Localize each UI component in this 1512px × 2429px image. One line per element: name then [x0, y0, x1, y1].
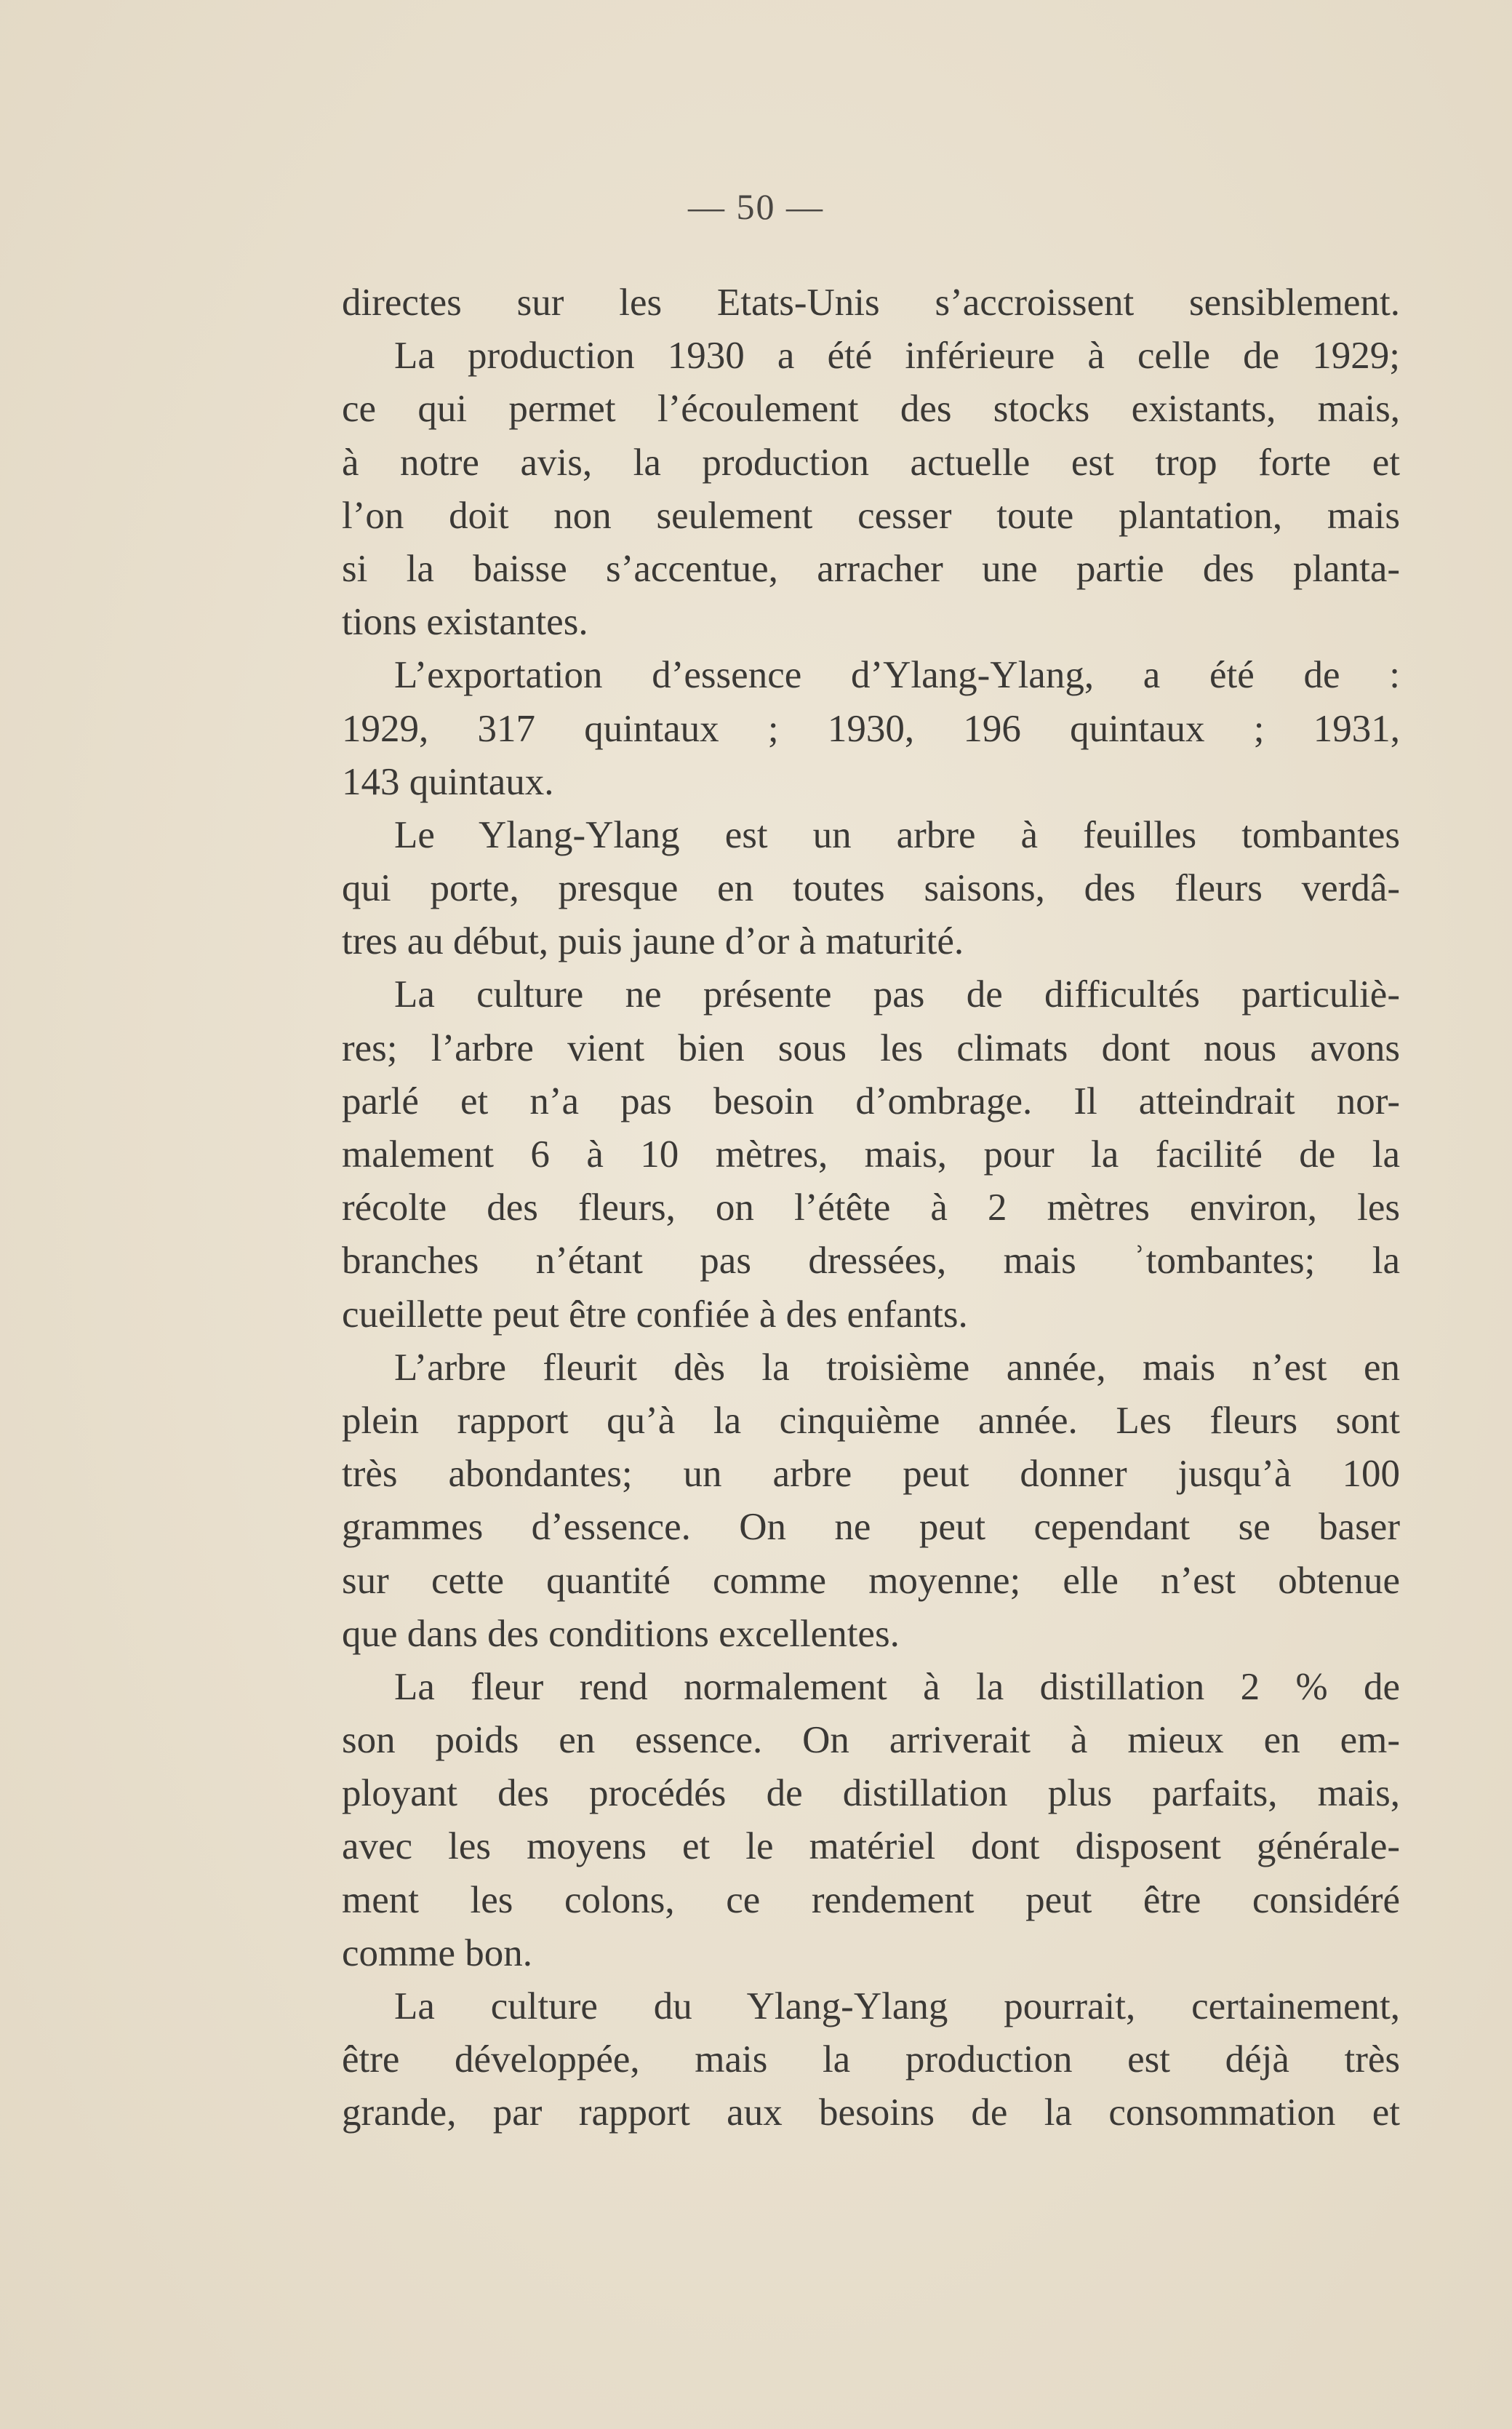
text-line: grammes d’essence. On ne peut cependant se baser	[342, 1506, 1400, 1549]
text-line: grande, par rapport aux besoins de la consommation et	[342, 2091, 1400, 2134]
text-line: L’exportation d’essence d’Ylang-Ylang, a été de :	[394, 654, 1400, 697]
text-line: La culture du Ylang-Ylang pourrait, certainement,	[394, 1985, 1400, 2027]
text-line: qui porte, presque en toutes saisons, des fleurs verdâ-	[342, 867, 1400, 910]
text-line: branches n’étant pas dressées, mais ʾtombantes; la	[342, 1240, 1400, 1283]
text-line: être développée, mais la production est déjà très	[342, 2038, 1400, 2081]
text-line: Le Ylang-Ylang est un arbre à feuilles tombantes	[394, 813, 1400, 856]
text-line: malement 6 à 10 mètres, mais, pour la facilité de la	[342, 1133, 1400, 1176]
body-text	[342, 276, 1400, 2140]
text-line: à notre avis, la production actuelle est trop forte et	[342, 441, 1400, 484]
page-number: — 50 —	[688, 186, 824, 227]
text-line: parlé et n’a pas besoin d’ombrage. Il atteindrait nor-	[342, 1080, 1400, 1122]
text-line: tres au début, puis jaune d’or à maturité.	[342, 920, 964, 963]
text-line: si la baisse s’accentue, arracher une partie des planta-	[342, 547, 1400, 590]
text-line: avec les moyens et le matériel dont disposent générale-	[342, 1825, 1400, 1868]
text-line: ployant des procédés de distillation plus parfaits, mais,	[342, 1772, 1400, 1815]
text-line: 143 quintaux.	[342, 760, 554, 803]
text-line: sur cette quantité comme moyenne; elle n’est obtenue	[342, 1559, 1400, 1602]
text-line: L’arbre fleurit dès la troisième année, mais n’est en	[394, 1346, 1400, 1389]
text-line: plein rapport qu’à la cinquième année. Les fleurs sont	[342, 1399, 1400, 1442]
text-line: l’on doit non seulement cesser toute plantation, mais	[342, 494, 1400, 537]
text-line: 1929, 317 quintaux ; 1930, 196 quintaux ; 1931,	[342, 707, 1400, 750]
text-line: tions existantes.	[342, 601, 588, 644]
text-line: La production 1930 a été inférieure à celle de 1929;	[394, 335, 1400, 378]
text-line: ment les colons, ce rendement peut être considéré	[342, 1878, 1400, 1921]
text-line: La culture ne présente pas de difficultés particuliè-	[394, 973, 1400, 1016]
text-line: très abondantes; un arbre peut donner jusqu’à 100	[342, 1453, 1400, 1496]
text-line: son poids en essence. On arriverait à mieux en em-	[342, 1719, 1400, 1762]
text-line: ce qui permet l’écoulement des stocks existants, mais,	[342, 388, 1400, 431]
text-line: cueillette peut être confiée à des enfants.	[342, 1293, 968, 1336]
text-line: que dans des conditions excellentes.	[342, 1612, 900, 1655]
text-line: comme bon.	[342, 1931, 532, 1974]
text-line: récolte des fleurs, on l’étête à 2 mètres environ, les	[342, 1186, 1400, 1229]
text-line: res; l’arbre vient bien sous les climats dont nous avons	[342, 1026, 1400, 1069]
text-line: La fleur rend normalement à la distillation 2 % de	[394, 1665, 1400, 1708]
text-line: directes sur les Etats-Unis s’accroissent sensiblement.	[342, 282, 1400, 324]
